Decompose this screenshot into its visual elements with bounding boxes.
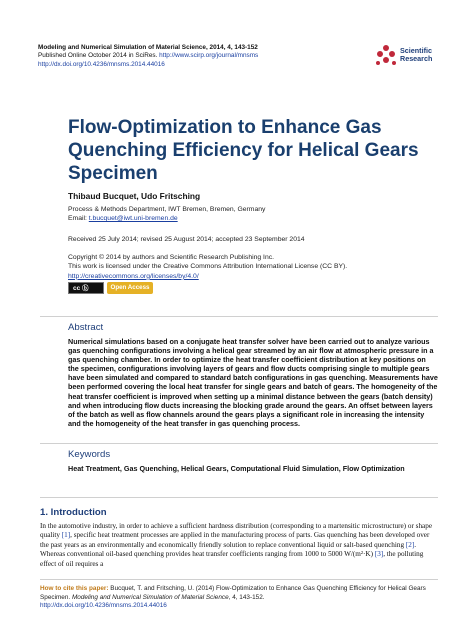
ref-link-3[interactable]: [3] [374, 550, 384, 559]
citation-doi-link[interactable]: http://dx.doi.org/10.4236/mnsms.2014.44016 [40, 602, 167, 610]
citation-block [40, 585, 440, 611]
affiliation-block [68, 205, 428, 224]
keywords-text: Heat Treatment, Gas Quenching, Helical Gears, Computational Fluid Simulation, Flow Optimization [68, 464, 405, 473]
citation-journal: Modeling and Numerical Simulation of Material Science [71, 593, 229, 601]
logo-line-2: Research [400, 54, 433, 64]
abstract-rule [40, 316, 438, 317]
intro-part-4: , the polluting effect of oil requires a [40, 550, 424, 568]
intro-part-3: . Whereas conventional oil-based quenching provides heat transfer coefficients ranging from 1000 to 5000 W/(m²·K) [40, 540, 417, 559]
published-prefix: Published Online October 2014 in SciRes. [38, 52, 158, 60]
keywords-rule [40, 443, 438, 444]
intro-text [40, 522, 438, 569]
received-dates: Received 25 July 2014; revised 25 August 2014; accepted 23 September 2014 [68, 236, 305, 243]
license-line: This work is licensed under the Creative Commons Attribution International License (CC BY). [68, 263, 348, 271]
header-doi-link[interactable]: http://dx.doi.org/10.4236/mnsms.2014.44016 [38, 60, 165, 68]
published-line [38, 52, 338, 60]
logo-line-1: Scientific [400, 46, 432, 55]
intro-part-2: , specific heat treatment processes are applied in the manufacturing process of parts. Gas quenching has been developed over the past years as an environmentally and economically friendly solution to replace conventional liquid or salt-based quenching [40, 531, 430, 549]
journal-url-link[interactable]: http://www.scirp.org/journal/mnsms [159, 52, 259, 60]
intro-part-1: In the automotive industry, in order to achieve a sufficient hardness distribution (corresponding to a martensitic microstructure) or shape quality [40, 522, 433, 540]
abstract-text: Numerical simulations based on a conjugate heat transfer solver have been carried out to analyze various gas quenching configurations involving a helical gear streamed by an air flow at atmospheric pressure in a gas quenching chamber. In order to optimize the heat transfer coefficient distribution at key positions on the specimen, configurations involving layers of gears and flow ducts comprising single to multiple gears have been simulated and compared to standard batch configurations in gas quenching. Measurements have been performed covering the local heat transfer for single gears and batch of gears. The homogeneity of the heat transfer coefficient is improved when setting up a minimal distance between the gears (batch density) and when introducing flow ducts increasing the blocking grade around the gears. An offset between layers of the batch as well as flow channels around the gears plays a significant role in increasing the intensity and the homogeneity of the heat transfer in gas quenching process. [68, 337, 438, 428]
journal-header [38, 44, 338, 69]
open-access-badge[interactable]: Open Access [107, 282, 153, 294]
keywords-heading: Keywords [68, 449, 111, 460]
email-link[interactable]: t.bucquet@iwt.uni-bremen.de [88, 215, 178, 223]
cc-badge-text: cc ⓑ [73, 285, 89, 292]
logo-text [400, 47, 432, 64]
copyright-line: Copyright © 2014 by authors and Scientific Research Publishing Inc. [68, 254, 275, 261]
affiliation: Process & Methods Department, IWT Bremen, Bremen, Germany [68, 206, 266, 213]
ref-link-2[interactable]: [2] [405, 540, 415, 549]
citation-text-2: , 4, 143-152. [228, 593, 265, 601]
citation-rule [40, 579, 438, 580]
abstract-heading: Abstract [68, 322, 104, 333]
authors: Thibaud Bucquet, Udo Fritsching [68, 191, 201, 201]
email-label: Email: [68, 215, 87, 223]
copyright-block [68, 253, 448, 281]
citation-label: How to cite this paper: [40, 585, 109, 592]
intro-rule [40, 497, 438, 498]
ref-link-1[interactable]: [1] [61, 531, 71, 540]
citation-text-1: Bucquet, T. and Fritsching, U. (2014) Flow-Optimization to Enhance Gas Quenching Efficiency for Helical Gears Specimen. [40, 585, 426, 601]
email-line [68, 214, 428, 223]
intro-heading: 1. Introduction [40, 507, 107, 518]
journal-line: Modeling and Numerical Simulation of Material Science, 2014, 4, 143-152 [38, 44, 258, 51]
license-link[interactable]: http://creativecommons.org/licenses/by/4.0/ [68, 272, 199, 280]
article-title: Flow-Optimization to Enhance Gas Quenching Efficiency for Helical Gears Specimen [68, 117, 419, 184]
